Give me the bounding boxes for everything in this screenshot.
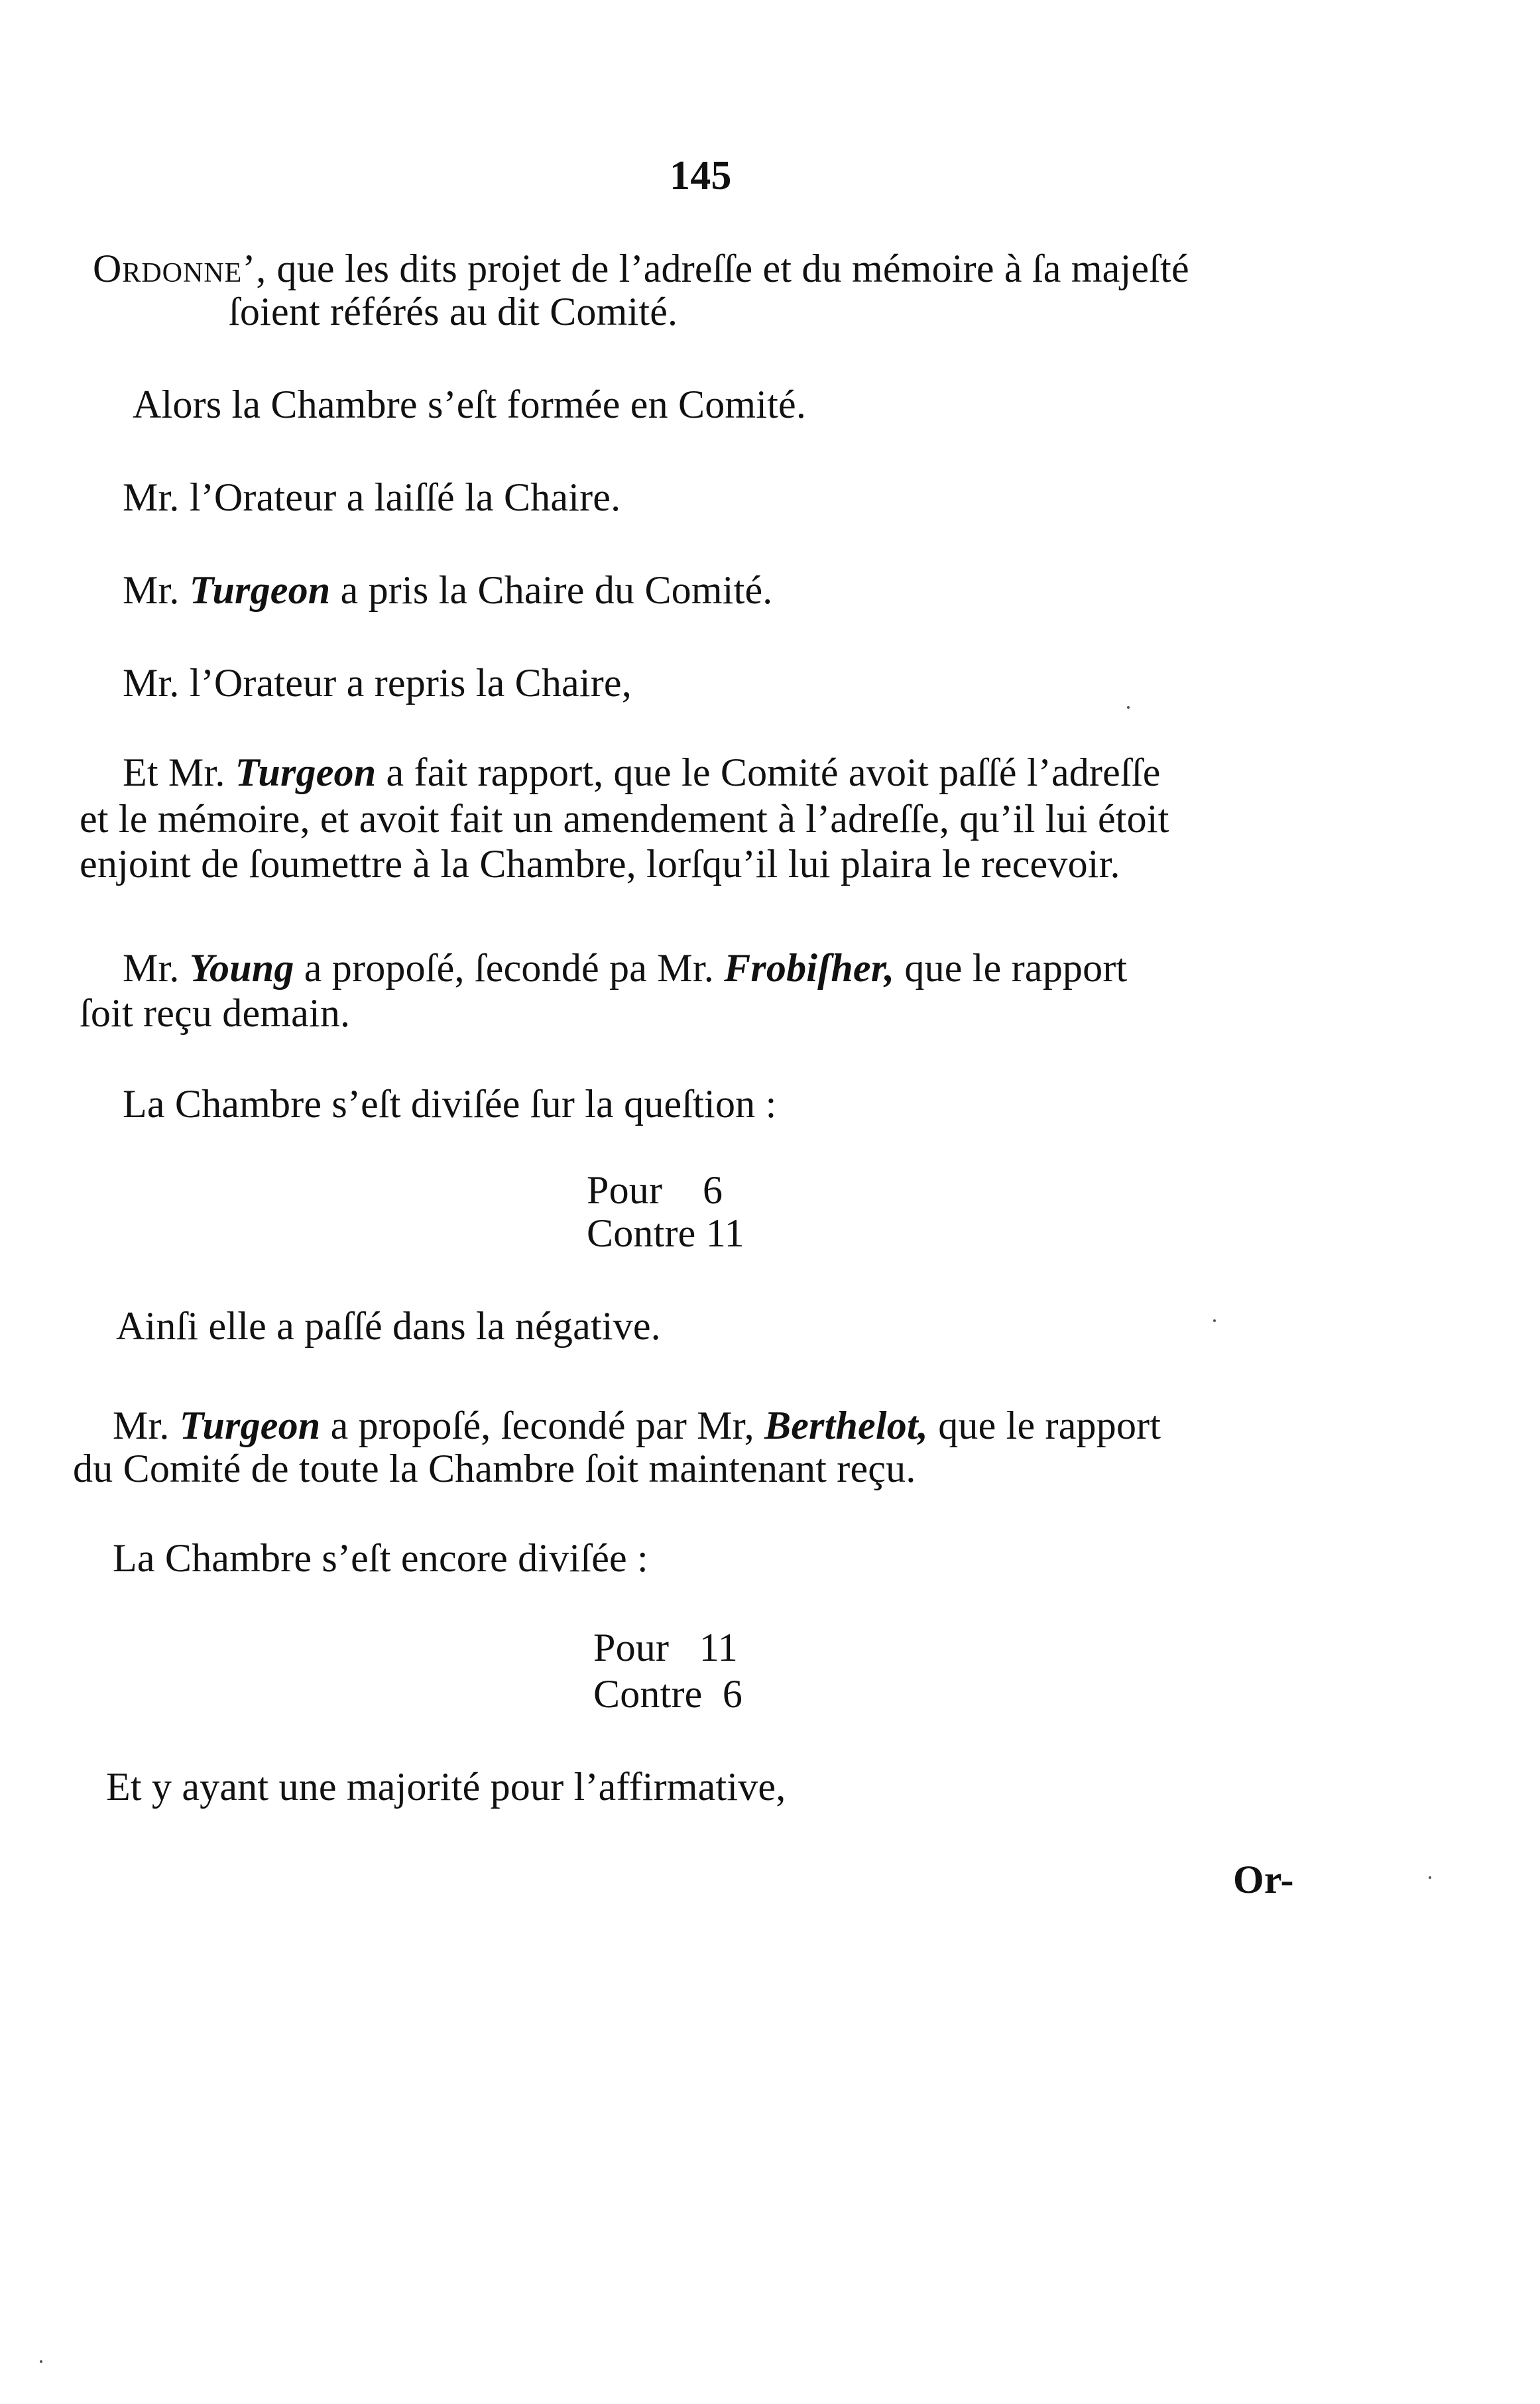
negative-line: Ainſi elle a paſſé dans la négative. (116, 1304, 661, 1348)
young-line-2: ſoit reçu demain. (80, 991, 351, 1035)
ordonne-text: que les dits projet de l’adreſſe et du mémoire à ſa majeſté (267, 247, 1189, 290)
turgeon-propose-end: que le rapport (928, 1404, 1161, 1447)
ink-speck (1213, 1319, 1216, 1322)
berthelot-name: Berthelot, (764, 1404, 929, 1447)
orateur-repris-line: Mr. l’Orateur a repris la Chaire, (123, 661, 632, 705)
frobisher-name: Frobiſher, (724, 946, 895, 990)
ordonne-line (93, 245, 1189, 292)
turgeon-name: Turgeon (179, 1404, 321, 1447)
mr-label: Mr. (123, 568, 190, 612)
ordonne-word: Ordonne’, (93, 247, 267, 290)
ordonne-continuation: ſoient référés au dit Comité. (229, 290, 678, 333)
vote2-contre: Contre 6 (593, 1672, 743, 1716)
rapport-line-3: enjoint de ſoumettre à la Chambre, lorſqu’il lui plaira le recevoir. (80, 842, 1120, 886)
catchword: Or- (1233, 1858, 1294, 1901)
turgeon-name: Turgeon (189, 568, 331, 612)
turgeon-propose-line-2: du Comité de toute la Chambre ſoit maintenant reçu. (73, 1447, 916, 1490)
ink-speck (1429, 1876, 1431, 1879)
turgeon-propose-line-1 (113, 1402, 1161, 1449)
rapport-line-1 (123, 749, 1161, 796)
divisee-line-2: La Chambre s’eſt encore diviſée : (113, 1536, 648, 1580)
rapport-prefix: Et Mr. (123, 751, 235, 794)
orateur-laisse-line: Mr. l’Orateur a laiſſé la Chaire. (123, 475, 621, 519)
vote2-pour: Pour 11 (593, 1626, 738, 1669)
vote1-contre: Contre 11 (587, 1211, 744, 1255)
vote1-pour: Pour 6 (587, 1168, 723, 1212)
young-text: a propoſé, ſecondé pa Mr. (294, 946, 725, 990)
ink-speck (40, 2360, 42, 2363)
young-name: Young (189, 946, 294, 990)
turgeon-chaire-line (123, 567, 773, 613)
ink-speck (1127, 706, 1130, 709)
turgeon-chaire-text: a pris la Chaire du Comité. (330, 568, 773, 612)
mr-label: Mr. (123, 946, 190, 990)
divisee-line-1: La Chambre s’eſt diviſée ſur la queſtion : (123, 1082, 777, 1126)
alors-line: Alors la Chambre s’eſt formée en Comité. (133, 383, 807, 426)
rapport-text: a fait rapport, que le Comité avoit paſſé l’adreſſe (376, 751, 1161, 794)
turgeon-name: Turgeon (235, 751, 377, 794)
page-number: 145 (670, 153, 732, 198)
young-text-end: que le rapport (894, 946, 1128, 990)
young-line-1 (123, 945, 1127, 991)
mr-label: Mr. (113, 1404, 180, 1447)
turgeon-propose-text: a propoſé, ſecondé par Mr, (320, 1404, 764, 1447)
majorite-line: Et y ayant une majorité pour l’affirmative, (106, 1765, 786, 1809)
rapport-line-2: et le mémoire, et avoit fait un amendement à l’adreſſe, qu’il lui étoit (80, 797, 1169, 841)
